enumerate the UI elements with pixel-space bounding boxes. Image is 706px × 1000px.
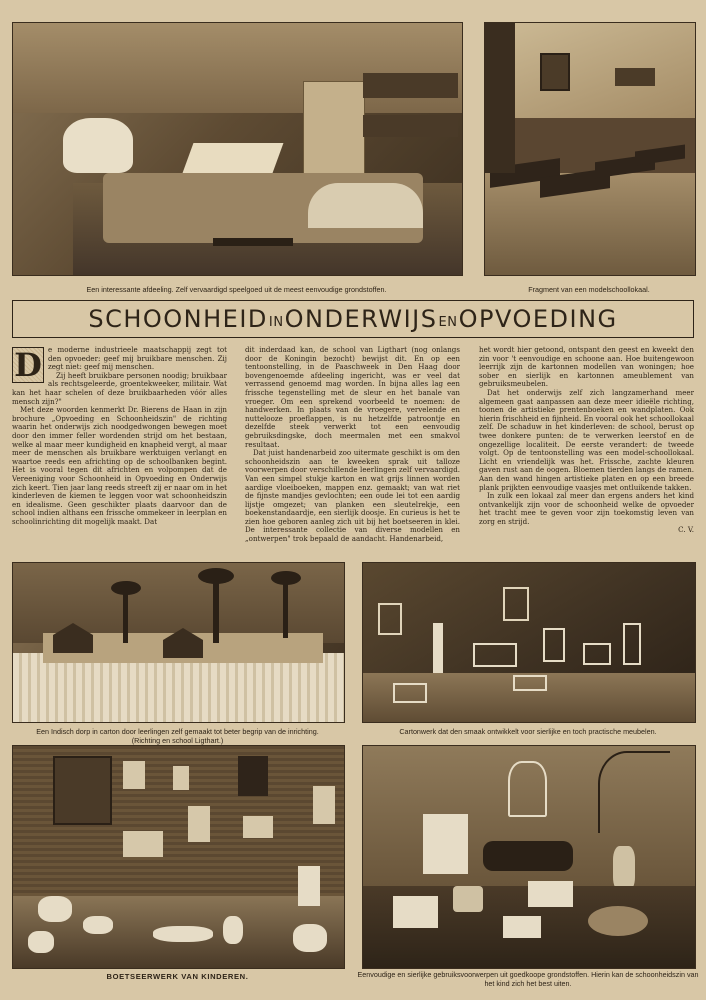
caption-top-left: Een interessante afdeeling. Zelf vervaardigd speelgoed uit de meest eenvoudige grondstoffen. <box>86 285 387 294</box>
photo-household-objects <box>362 745 696 969</box>
caption-mid-left-line1: Een Indisch dorp in carton door leerlingen zelf gemaakt tot beter begrip van de inrichting. <box>36 727 319 736</box>
caption-top-right: Fragment van een modelschoollokaal. <box>528 285 650 294</box>
paragraph: dit inderdaad kan, de school van Ligthart (nog onlangs door de Koningin bezocht) bewijst dit. En op een tentoonstelling, in de Paaschweek in Den Haag door bovengenoemde afdeeling ingericht, was er veel dat verrassend genoemd mag worden. In bijna alles lag een frissche tegenstelling met de sleur en het banale van vroeger. Om een sprekend voorbeeld te noemen: de handwerken. In plaats van de vroegere, vervelende en nuttelooze proeflappen, is nu hetzelfde patroontje en dezelfde steek verwerkt tot een eenvoudig gebruiksdingske, doch meermalen met een smakvol resultaat. <box>245 346 460 449</box>
article-column-2 <box>245 346 460 558</box>
caption-mid-left-line2: (Richting en school Ligthart.) <box>131 735 224 745</box>
title-word-3: OPVOEDING <box>458 305 618 333</box>
title-word-2: ONDERWIJS <box>284 305 438 333</box>
photo-clay-work <box>12 745 345 969</box>
title-word-1: SCHOONHEID <box>88 305 268 333</box>
paragraph: In zulk een lokaal zal meer dan ergens anders het kind ontvankelijk zijn voor de schoonheid welke de opvoeder het tracht mee te geven voor zijn toekomstig leven van zorg en strijd. <box>479 491 694 526</box>
photo-toy-landscape <box>12 22 463 276</box>
caption-mid-left <box>12 728 343 745</box>
paragraph: het wordt hier getoond, ontspant den geest en kweekt den zin voor 't eenvoudige en schoone aan. Hoe buitengewoon leerrijk zijn de kartonnen modellen van woningen; hoe sober en sierlijk en kartonnen ameublement van gebruiksmeubelen. <box>479 346 694 389</box>
page-title <box>12 300 694 338</box>
photo-indian-village <box>12 562 345 723</box>
article-column-3 <box>479 346 694 558</box>
article-column-1 <box>12 346 227 558</box>
paragraph: Zij heeft bruikbare personen noodig; bruikbaar als rechtsgeleerde, groentekweeker, militair. Wat kan het haar schelen of deze bruikbaarheden vóór alles mensch zijn?" <box>12 370 227 406</box>
photo-classroom <box>484 22 696 276</box>
photo-carton-furniture <box>362 562 696 723</box>
paragraph: Dat het onderwijs zelf zich langzamerhand meer algemeen gaat aanpassen aan deze meer idieële richting, toonen de artistieke prentenboeken en wandplaten. Ook hierin frischheid en fijnheid. En vooral ook het schoollokaal zelf. De schaduw in het kinderleven: de school, berust op twee donkere punten: de te verwerken leerstof en de ongezellige localiteit. De eerste verandert: de tweede volgt. Op de tentoonstelling was een model-schoollokaal. Licht en vriendelijk was het. Frissche, zachte kleuren gaven rust aan de oogen. Bloemen tierden langs de ramen. Aan den wand hingen artistieke platen en op een breede plank prijkten eenvoudige vaasjes met ontluikende takken. <box>479 387 694 492</box>
caption-bottom-right: Eenvoudige en sierlijke gebruiksvoorwerpen uit goedkoope grondstoffen. Hierin kan de schoonheidszin van het kind zich het best uiten. <box>357 970 699 988</box>
caption-mid-right: Cartonwerk dat den smaak ontwikkelt voor sierlijke en toch practische meubelen. <box>399 727 657 736</box>
dropcap: D <box>12 347 44 383</box>
paragraph: Dat juist handenarbeid zoo uitermate geschikt is om den schoonheidszin aan te kweeken sprak uit talloze voorwerpen door verschillende leerlingen zelf vervaardigd. Van een simpel stukje karton en wat grijs linnen worden aardige vloeiboeken, mappen enz. gemaakt; van wat riet de fijnste mandjes gevlochten; een oude lei tot een aardig lijstje omgezet; van planken een sleutelrekje, een boekenstandaardje, een sierlijk doosje. En curieus is het te zien hoe geboren aanleg zich uit bij het boetseeren in klei. De interessante collectie van diverse modellen en „ontwerpen" trok bepaald de aandacht. Handenarbeid, <box>245 448 460 544</box>
paragraph: Met deze woorden kenmerkt Dr. Bierens de Haan in zijn brochure „Opvoeding en Schoonheidszin" de richting waarin het onderwijs zich noodgedwongen bewegen moet door den immer feller wordenden strijd om het bestaan, welke al maar meer kundigheid en knapheid vergt, al maar meer de menschen als bruikbare werktuigen verlangt en waartoe reeds een africhting op de schoolbanken begint. Het is vooral tegen dit africhten en volpompen dat de Vereeniging voor Schoonheid in Opvoeding en Onderwijs zich keert. Tien jaar lang reeds streeft zij er naar om in het kinderleven de kiemen te leggen voor wat schoonheidszin en idealisme. Geen geschikter plaats daarvoor dan de school indien althans een frissche ommekeer in leerplan en schoolinrichting dit mogelijk maakt. Dat <box>12 405 227 526</box>
title-in: IN <box>268 314 284 330</box>
title-en: EN <box>438 314 458 330</box>
caption-bottom-left: BOETSEERWERK VAN KINDEREN. <box>106 972 249 981</box>
signature: C. V. <box>678 525 694 535</box>
paragraph: e moderne industrieele maatschappij zegt tot den opvoeder: geef mij bruikbare menschen. Zij zegt niet: geef mij menschen. <box>48 346 227 372</box>
